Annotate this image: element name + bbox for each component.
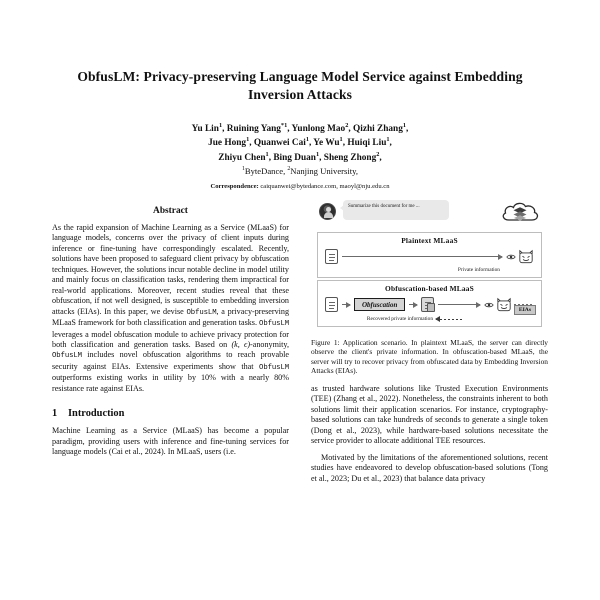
affiliation-org-2: Nanjing University, [290,165,359,176]
right-paragraph-1: as trusted hardware solutions like Trusted Execution Environments (TEE) (Zhang et al., 2022). Nonetheless, the constraints inherent to both solutions limit their application scenarios. For instance, cryptography-based solutions can take hundreds of seconds to generate a single token (Dong et al., 2023), while hardware-based solutions necessitate the service provider to allocate additional TEE resources. [311,383,548,446]
intro-heading [52,408,289,419]
author-name: Zhiyu Chen [218,152,266,163]
page-title: ObfusLM: Privacy-preserving Language Model Service against Embedding Inversion Attacks [77,69,523,102]
author-list [58,122,542,177]
abstract-text-6: outperforms existing works in utility by 10% with a nearly 80% resistance rate against EIAs. [52,373,289,393]
author-name: Yu Lin [191,124,219,135]
flow-arrow [342,304,350,305]
author-name: Qizhi Zhang [353,124,403,135]
abstract-text-2: , a privacy-preserving MLaaS framework for both classification and generation tasks. [52,306,290,328]
cloud-server-icon [500,200,540,226]
author-name: Huiqi Liu [347,138,387,149]
anonymity-notation: (k, ϵ) [231,339,251,349]
author-affil-marker: 2 [345,122,349,130]
figure-top-row [313,200,546,230]
correspondence-label: Correspondence: [210,182,259,190]
abstract-text-4: -anonymity, [250,339,289,349]
author-name: Bing Duan [273,152,316,163]
user-avatar-icon [319,203,336,220]
flow-arrow [438,304,480,305]
author-affil-marker: 1 [305,136,309,144]
panel-obfuscation-title: Obfuscation-based MLaaS [385,284,474,293]
abstract-text-3: leverages a model obfuscation module to achieve privacy protection for both classification and generation tasks. Based on [52,329,289,349]
author-affil-marker: 1 [339,136,343,144]
author-name: Yunlong Mao [291,124,346,135]
system-name: ObfusLM [52,352,82,361]
author-line-2: Jue Hong$^1$, Quanwei Cai$^1$, Ye Wu$^1$, Huiqi Liu$^1$, [208,136,392,149]
author-affil-marker: 1 [402,122,407,130]
affiliation-org-1: ByteDance, [244,165,286,176]
correspondence [58,183,542,192]
right-paragraph-2: Motivated by the limitations of the aforementioned solutions, recent studies have endeavored to develop obfuscation-based solutions (Tong et al., 2023; Du et al., 2023) that balance data privacy [311,452,548,483]
section-title: Introduction [68,408,125,420]
author-affil-marker: 1 [315,150,320,158]
intro-paragraph-1: Machine Learning as a Service (MLaaS) has become a popular paradigm, providing users with inference and fine-tuning services for language models (Cai et al., 2024). In MLaaS, users (i.e. [52,426,289,457]
document-icon [325,249,338,264]
abstract-text-1: As the rapid expansion of Machine Learning as a Service (MLaaS) for language models, concerns over the privacy of client inputs during inference or fine-tuning have correspondingly escalated. Recently, solutions have been proposed to safeguard client privacy by obfuscation techniques. However, the solutions incur notable decline in model utility and mainly focus on classification tasks, rendering them impractical for real-world applications. Moreover, recent studies reveal that these obfuscation, if not well designed, is susceptible to embedding inversion attacks (EIAs). In this paper, we devise [52,223,289,316]
panel-plaintext-mlaas [317,232,542,278]
system-name: ObfusLM [259,363,289,372]
devil-face-icon [518,249,534,264]
author-line-3: Zhiyu Chen$^1$, Bing Duan$^1$, Sheng Zhong$^2$, [218,150,382,163]
figure-graphic [311,196,548,331]
figure-caption: Figure 1: Application scenario. In plaintext MLaaS, the server can directly observe the client's private information. In obfuscation-based MLaaS, the server will try to recover privacy from obfuscated data by Embedding Inversion Attacks (EIAs). [311,338,548,376]
author-affil-marker: 1 [265,150,269,158]
author-affil-marker: 2 [376,150,380,158]
panel-plaintext-title: Plaintext MLaaS [401,236,458,245]
body-columns [0,196,600,600]
correspondence-emails[interactable]: caiquanwei@bytedance.com, maoyl@nju.edu.cn [260,182,390,190]
panel-obfuscation-recover-row [325,316,534,322]
abstract-paragraph [52,223,289,394]
section-number: 1 [52,408,58,420]
author-affil-marker: 1 [218,122,223,130]
affil-marker-2: 2 [287,165,291,172]
author-affil-marker: 1 [246,136,250,144]
author-name: Ruining Yang [226,124,281,135]
title-block [0,0,600,191]
author-affil-marker: *1 [280,122,288,130]
author-name: Sheng Zhong [323,152,377,163]
flow-arrow [409,304,417,305]
author-line-1: Yu Lin$^1$, Ruining Yang$^{*1}$, Yunlong Mao$^2$, Qizhi Zhang$^1$, [191,122,409,135]
document-icon [325,297,338,312]
panel-obfuscation-flow [325,294,534,315]
user-prompt-bubble: Summarize this document for me ... [343,200,449,220]
eye-icon [506,254,516,260]
author-affil-marker: 1 [386,136,390,144]
abstract-heading: Abstract [153,206,188,216]
system-name: ObfusLM [259,320,289,329]
recover-arrow-icon [436,319,462,320]
author-name: Jue Hong [208,138,247,149]
author-name: Ye Wu [313,138,340,149]
system-name: ObfusLM [186,308,217,317]
abstract-text-5: includes novel obfuscation algorithms to reach provable security against EIAs. Extensive experiments show that [52,350,289,371]
devil-face-icon [496,297,512,312]
panel-obfuscation-mlaas [317,280,542,327]
left-column [52,196,289,600]
eias-badge: EIAs [514,305,536,315]
right-column [311,196,548,600]
author-name: Quanwei Cai [253,138,306,149]
figure-1 [311,196,548,376]
panel-plaintext-flow [325,246,534,267]
panel-obfuscation-note: Recovered private information [366,316,434,322]
affil-marker-1: 1 [241,165,245,172]
panel-plaintext-note: Private information [457,267,500,273]
obfuscation-box: Obfuscation [354,298,405,311]
affiliation-line [58,165,542,178]
eye-icon [484,302,494,308]
flow-arrow [342,256,502,257]
obfuscated-document-icon [421,297,434,312]
